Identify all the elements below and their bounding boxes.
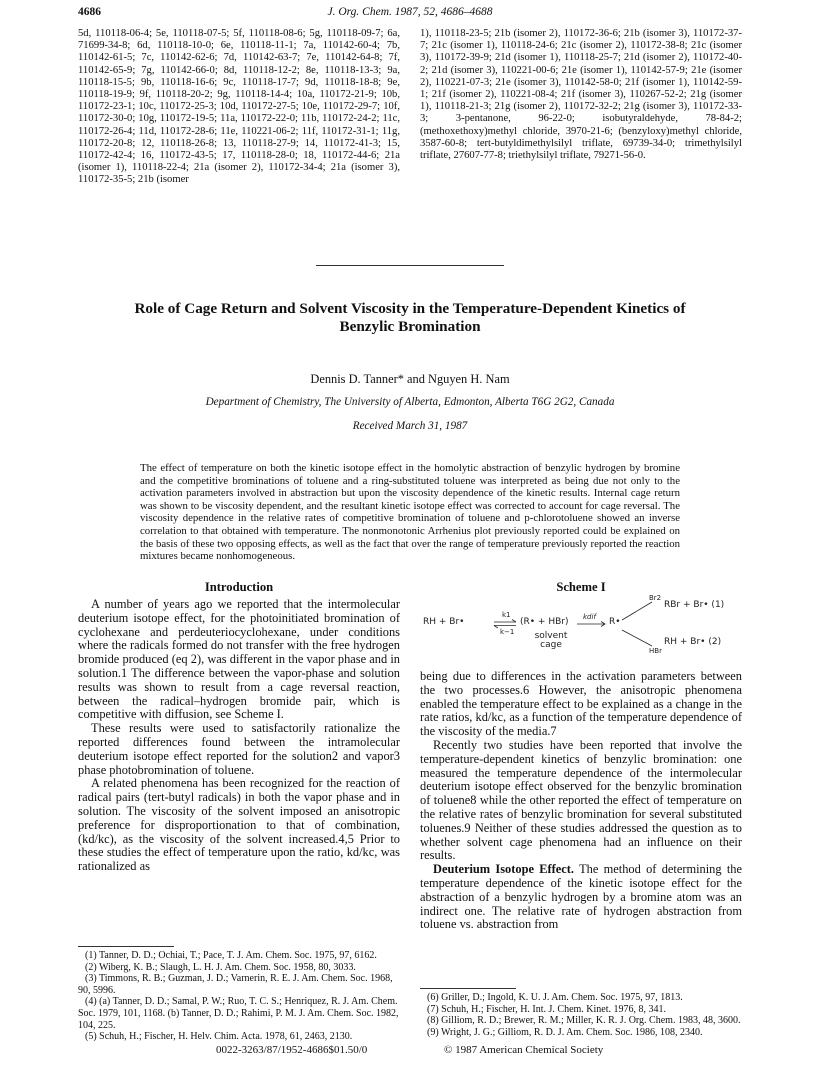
footnote: (5) Schuh, H.; Fischer, H. Helv. Chim. Acta. 1978, 61, 2463, 2130. bbox=[85, 1031, 353, 1043]
intro-paragraph: A number of years ago we reported that the intermolecular deuterium isotope effect, for the photoinitiated bromination of cyclohexane and perdeuteriocyclohexane, under conditions where the radicals formed do not transfer with the free hydrogen bromide produced (eq 2), was different in the vapor phase and in solution.1 The difference between the vapor-phase and solution results was shown to result from a cage reversal reaction, between the radical–hydrogen bromide pair, which is competitive with diffusion, see Scheme I. bbox=[78, 597, 400, 722]
footnotes-left bbox=[78, 950, 400, 1043]
footnote: (7) Schuh, H.; Fischer, H. Int. J. Chem. Kinet. 1976, 8, 341. bbox=[427, 1003, 667, 1015]
scheme-free-radical: R• bbox=[609, 617, 621, 627]
footer-code: 0022-3263/87/1952-4686$01.50/0 bbox=[216, 1044, 368, 1056]
deuterium-isotope-paragraph bbox=[420, 863, 742, 932]
scheme-product-2: RH + Br• (2) bbox=[664, 637, 722, 647]
footnote: (1) Tanner, D. D.; Ochiai, T.; Pace, T. J. Am. Chem. Soc. 1975, 97, 6162. bbox=[85, 950, 377, 961]
authors: Dennis D. Tanner* and Nguyen H. Nam bbox=[310, 372, 510, 386]
affiliation: Department of Chemistry, The University of Alberta, Edmonton, Alberta T6G 2G2, Canada bbox=[205, 396, 615, 408]
deuterium-isotope-text: The method of determining the temperature dependence of the kinetic isotope effect for the abstraction of a benzylic hydrogen by a bromine atom was an indirect one. The relative rate of hydrogen abstraction from toluene vs. abstraction from bbox=[420, 862, 743, 932]
scheme-i-diagram bbox=[420, 594, 750, 654]
footnote: (4) (a) Tanner, D. D.; Samal, P. W.; Ruo, T. C. S.; Henriquez, R. J. Am. Chem. Soc. 1979, 101, 1168. (b) Tanner, D. D.; Rahimi, P. M. J. Am. Chem. Soc. 1982, 104, 225. bbox=[78, 996, 399, 1031]
registry-numbers-left: 5d, 110118-06-4; 5e, 110118-07-5; 5f, 110118-08-6; 5g, 110118-09-7; 6a, 71699-34-8; 6d, 110118-10-0; 6e, 110118-11-1; 7a, 110142-60-4; 7b, 110142-61-5; 7c, 110142-62-6; 7d, 110142-63-7; 7e, 110142-64-8; 7f, 110142-65-9; 7g, 110142-66-0; 8d, 110118-12-2; 8e, 110118-13-3; 9a, 110118-15-5; 9b, 110118-16-6; 9c, 110118-17-7; 9d, 110118-18-8; 9e, 110118-19-9; 9f, 110118-20-2; 9g, 110118-14-4; 10a, 110172-21-9; 10b, 110172-23-1; 10c, 110172-25-3; 10d, 110172-27-5; 10e, 110172-29-7; 10f, 110172-30-0; 10g, 110172-19-5; 11a, 110172-22-0; 11b, 110172-24-2; 11c, 110172-26-4; 11d, 110172-28-6; 11e, 110221-06-2; 11f, 110172-31-1; 11g, 110172-20-8; 12, 110118-26-8; 13, 110118-27-9; 14, 110172-41-3; 15, 110172-42-4; 16, 110172-43-5; 17, 110118-28-0; 18, 110172-44-6; 21a (isomer 1), 110118-22-4; 21a (isomer 2), 110172-34-4; 21a (isomer 3), 110172-35-5; 21b (isomer bbox=[78, 28, 400, 186]
intro-paragraph: A related phenomena has been recognized for the reaction of radical pairs (tert-butyl radicals) in both the vapor phase and in solution. The viscosity of the solvent imposed an anisotropic preference for disproportionation to that of combination, (kd/kc), as the viscosity of the solvent increased.4,5 Prior to these studies the effect of temperature upon the ratio, kd/kc, was rationalized as bbox=[78, 776, 400, 874]
footnote: (8) Gilliom, R. D.; Brewer, R. M.; Miller, K. R. J. Org. Chem. 1983, 48, 3600. bbox=[427, 1015, 741, 1027]
deuterium-isotope-heading: Deuterium Isotope Effect. bbox=[433, 862, 574, 877]
footnote: (6) Griller, D.; Ingold, K. U. J. Am. Chem. Soc. 1975, 97, 1813. bbox=[427, 992, 683, 1003]
footnotes-right bbox=[420, 992, 742, 1038]
scheme-km1-label: k−1 bbox=[500, 628, 515, 636]
received-date: Received March 31, 1987 bbox=[352, 420, 468, 432]
introduction-body bbox=[78, 598, 400, 874]
article-separator-rule bbox=[316, 265, 504, 266]
right-column-body bbox=[420, 670, 742, 932]
footnote: (9) Wright, J. G.; Gilliom, R. D. J. Am. Chem. Soc. 1986, 108, 2340. bbox=[427, 1026, 703, 1038]
footnote-rule-right bbox=[420, 988, 516, 989]
scheme-kdif-label: kdif bbox=[583, 613, 596, 621]
scheme-solvent-cage-label: solvent cage bbox=[534, 631, 568, 650]
footer-copyright: © 1987 American Chemical Society bbox=[444, 1044, 604, 1056]
registry-numbers-right: 1), 110118-23-5; 21b (isomer 2), 110172-36-6; 21b (isomer 3), 110172-37-7; 21c (isomer 1), 110118-24-6; 21c (isomer 2), 110172-38-8; 21c (isomer 3), 110172-39-9; 21d (isomer 1), 110118-25-7; 21d (isomer 2), 110172-40-2; 21d (isomer 3), 110221-00-6; 21e (isomer 1), 110142-57-9; 21e (isomer 2), 110221-07-3; 21e (isomer 3), 110142-58-0; 21f (isomer 1), 110142-59-1; 21f (isomer 2), 110221-08-4; 21f (isomer 3), 110267-52-2; 21g (isomer 1), 110118-21-3; 21g (isomer 2), 110172-32-2; 21g (isomer 3), 110172-33-3; 3-pentanone, 96-22-0; isobutyraldehyde, 78-84-2; (methoxethoxy)methyl chloride, 3970-21-6; (benzyloxy)methyl chloride, 3587-60-8; tert-butyldimethylsilyl triflate, 69739-34-0; trimethylsilyl triflate, 27607-77-8; triethylsilyl triflate, 79271-56-0. bbox=[420, 28, 742, 162]
scheme-br2-label: Br2 bbox=[649, 594, 662, 602]
introduction-heading: Introduction bbox=[204, 580, 274, 594]
journal-citation: J. Org. Chem. 1987, 52, 4686–4688 bbox=[327, 6, 493, 18]
right-paragraph: Recently two studies have been reported that involve the temperature-dependent kinetics of benzylic bromination: one measured the temperature dependence of the intermolecular deuterium isotope effect observed for the benzylic bromination of toluene8 while the other reported the effect of temperature on the relative rates of benzylic bromination for several substituted toluenes.9 Neither of these studies addressed the question as to whether solvent cage phenomena had an influence on their results. bbox=[420, 737, 742, 863]
scheme-product-1: RBr + Br• (1) bbox=[664, 600, 725, 610]
scheme-k1-label: k1 bbox=[502, 611, 511, 619]
footnote: (3) Timmons, R. B.; Guzman, J. D.; Varnerin, R. E. J. Am. Chem. Soc. 1968, 90, 5996. bbox=[78, 973, 393, 996]
right-paragraph: being due to differences in the activation parameters between the two processes.6 However, the anisotropic phenomena enabled the temperature effect to be explained as a change in the rate ratios, kd/kc, as a function of the temperature dependence of the viscosity of the media.7 bbox=[420, 669, 742, 739]
scheme-heading: Scheme I bbox=[556, 580, 606, 594]
footnote: (2) Wiberg, K. B.; Slaugh, L. H. J. Am. Chem. Soc. 1958, 80, 3033. bbox=[85, 961, 356, 973]
scheme-reactants: RH + Br• bbox=[423, 617, 465, 627]
scheme-radical-pair: (R• + HBr) bbox=[520, 617, 569, 627]
scheme-hbr-label: HBr bbox=[649, 647, 662, 655]
page-number: 4686 bbox=[78, 6, 101, 18]
article-title: Role of Cage Return and Solvent Viscosity in the Temperature-Dependent Kinetics of Benzylic Bromination bbox=[134, 300, 686, 335]
footnote-rule-left bbox=[78, 946, 174, 947]
abstract: The effect of temperature on both the kinetic isotope effect in the homolytic abstraction of benzylic hydrogen by bromine and the competitive brominations of toluene and a ring-substituted toluene was interpreted as being due not only to the activation parameters involved in abstraction but upon the viscosity dependence of the kinetic results. Internal cage return was shown to be viscosity dependent, and the resultant kinetic isotope effect was corrected to account for cage reversal. The viscosity dependence in the relative rates of competitive bromination of toluene and p-chlorotoluene showed an inverse correlation to that obtained with temperature. The nonmonotonic Arrhenius plot previously reported could be explained on the basis of these two opposing effects, as well as the fact that over the range of temperature previously reported the reaction mixtures became nonhomogeneous. bbox=[140, 462, 680, 563]
intro-paragraph: These results were used to satisfactorily rationalize the reported differences found between the intramolecular deuterium isotope effect reported for the solution2 and vapor3 phase photobromination of toluene. bbox=[78, 721, 400, 777]
